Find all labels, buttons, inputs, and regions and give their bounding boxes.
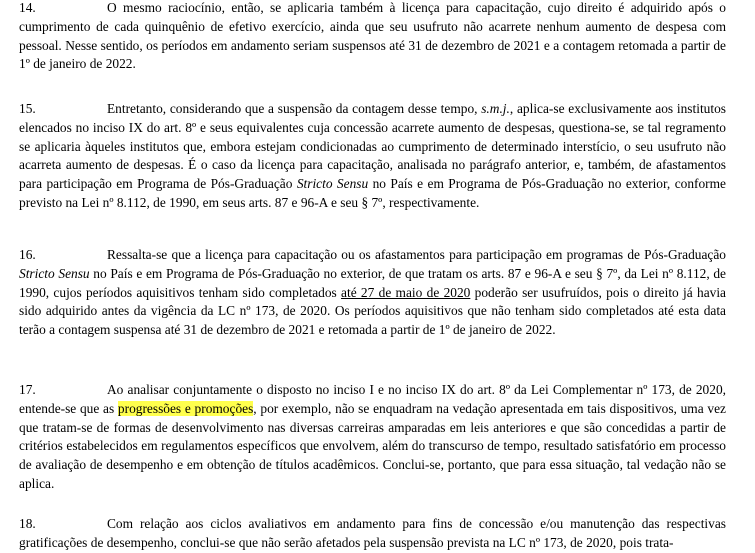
- paragraph-number: 16.: [19, 247, 36, 262]
- paragraph-number: 18.: [19, 516, 36, 531]
- paragraph-number: 17.: [19, 382, 36, 397]
- italic-term: s.m.j.: [481, 101, 510, 116]
- paragraph-number: 14.: [19, 0, 36, 15]
- paragraph-text: Ressalta-se que a licença para capacitação ou os afastamentos para participação em programas de Pós-Graduação: [107, 247, 726, 262]
- paragraph-17: [19, 381, 726, 494]
- italic-term: Stricto Sensu: [19, 265, 90, 281]
- paragraph-18: [19, 515, 726, 553]
- paragraph-text: no País e em Programa de Pós-Graduação no exterior, de que tratam os arts. 87 e 96-A e seu § 7º, da Lei nº 8.112, de 1990, cujos períodos aquisitivos tenham sido completados: [19, 265, 726, 300]
- underlined-date: até 27 de maio de 2020: [341, 284, 471, 300]
- paragraph-text: no País e em Programa de Pós-Graduação no exterior, conforme previsto na Lei nº 8.112, de 1990, em seus arts. 87 e 96-A e seu § 7º, respectivamente.: [19, 176, 726, 210]
- paragraph-text: Ao analisar conjuntamente o disposto no inciso I e no inciso IX do art. 8º da Lei Complementar nº 173, de 2020, entende-se que as: [19, 382, 726, 416]
- paragraph-number: 15.: [19, 101, 36, 116]
- paragraph-14: [19, 0, 726, 74]
- highlighted-term: progressões e promoções: [117, 400, 254, 416]
- paragraph-text: Com relação aos ciclos avaliativos em andamento para fins de concessão e/ou manutenção das respectivas gratificações de desempenho, conclui-se que não serão afetados pela suspensão prevista na LC nº 173, de 2020, pois trata-: [19, 516, 726, 550]
- paragraph-text: , aplica-se exclusivamente aos institutos elencados no inciso IX do art. 8º e seus equivalentes cuja concessão acarrete aumento de despesas, questiona-se, se tal regramento se aplicaria àqueles institutos que, embora estejam condicionadas ao cumprimento de determinado interstício, o seu usufruto não acarreta aumento de despesas. É o caso da licença para capacitação, analisada no parágrafo anterior, e, também, de afastamentos para participação em Programa de Pós-Graduação: [19, 101, 726, 192]
- paragraph-text: , por exemplo, não se enquadram na vedação apresentada em tais dispositivos, uma vez que tratam-se de formas de desenvolvimento nas diversas carreiras amparadas em leis anteriores e que são concedidas a partir de critérios estabelecidos em regulamentos específicos que envolvem, além do transcurso de tempo, resultado satisfatório em processo de avaliação de desempenho e em obtenção de títulos acadêmicos. Conclui-se, portanto, que para essa situação, tal vedação não se aplica.: [19, 400, 726, 491]
- paragraph-15: [19, 100, 726, 213]
- paragraph-text: poderão ser usufruídos, pois o direito já havia sido adquirido antes da vigência da LC nº 173, de 2020. Os períodos aquisitivos que não tenham sido completados até esta data terão a contagem suspensa até 31 de dezembro de 2021 e retomada a partir de 1º de janeiro de 2022.: [19, 284, 726, 338]
- italic-term: Stricto Sensu: [296, 176, 369, 192]
- paragraph-text: O mesmo raciocínio, então, se aplicaria também à licença para capacitação, cujo direito é adquirido após o cumprimento de cada quinquênio de efetivo exercício, ainda que seu usufruto não acarrete nenhum aumento de despesa com pessoal. Nesse sentido, os períodos em andamento seriam suspensos até 31 de dezembro de 2021 e a contagem retomada a partir de 1º de janeiro de 2022.: [19, 0, 726, 72]
- paragraph-16: [19, 246, 726, 340]
- paragraph-text: Entretanto, considerando que a suspensão da contagem desse tempo,: [107, 101, 482, 116]
